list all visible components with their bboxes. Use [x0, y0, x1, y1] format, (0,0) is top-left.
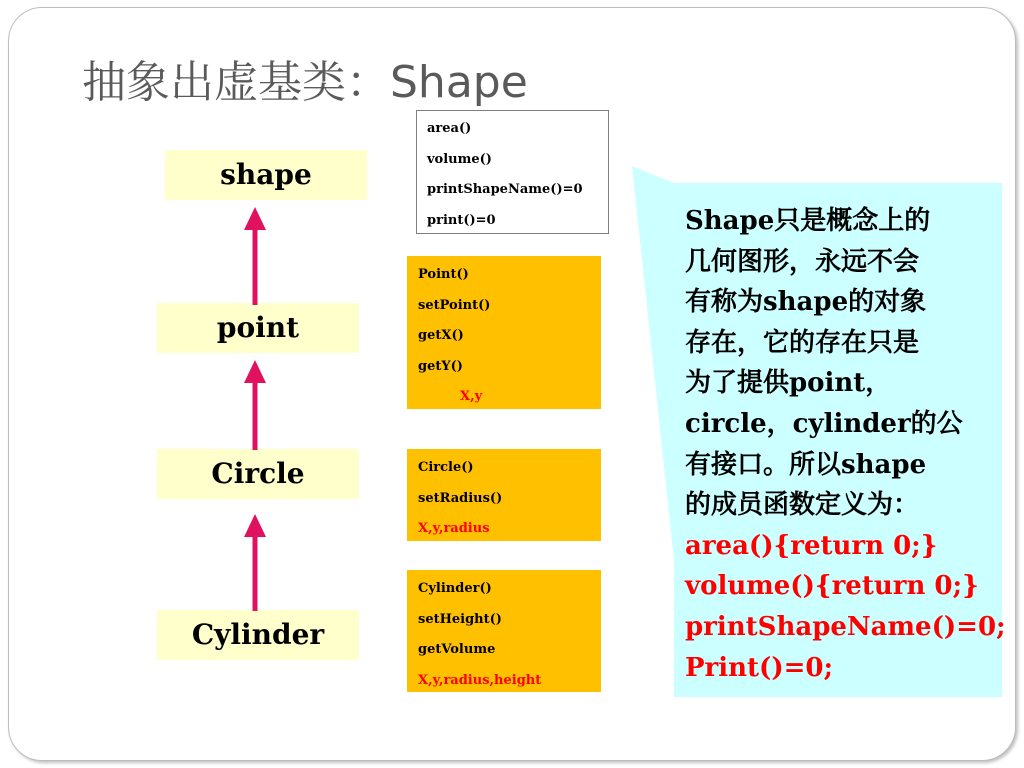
point-methods-box — [407, 256, 601, 409]
code-line: volume(){return 0;} — [685, 571, 979, 602]
class-box-point: point — [157, 303, 359, 353]
shape-methods-box — [416, 110, 609, 234]
method-item: area() — [427, 121, 472, 136]
note-line: 存在，它的存在只是 — [685, 327, 920, 358]
method-item: setRadius() — [418, 490, 503, 506]
code-line: area(){return 0;} — [685, 530, 938, 561]
method-item: print()=0 — [427, 212, 496, 228]
method-item: Cylinder() — [418, 581, 492, 596]
note-line: Shape只是概念上的 — [685, 206, 931, 236]
method-item: Point() — [418, 267, 469, 282]
note-line: 为了提供point， — [685, 368, 892, 399]
cylinder-methods-box — [407, 570, 601, 692]
method-item: Circle() — [418, 460, 474, 475]
method-item: volume() — [427, 151, 492, 167]
method-item: getVolume — [418, 642, 496, 657]
note-line: 的成员函数定义为： — [685, 490, 920, 521]
note-line: circle，cylinder的公 — [685, 408, 963, 439]
code-line: Print()=0; — [685, 652, 834, 683]
inheritance-arrow-circle-to-point — [240, 358, 270, 450]
method-item: getX() — [418, 328, 464, 343]
circle-methods-box — [407, 449, 601, 541]
inheritance-arrow-cylinder-to-circle — [240, 512, 270, 611]
class-box-cylinder: Cylinder — [157, 610, 359, 660]
member-variables: X,y,radius,height — [418, 672, 542, 688]
member-variables: X,y,radius — [418, 521, 490, 536]
note-line: 几何图形，永远不会 — [685, 246, 920, 277]
inheritance-arrow-point-to-shape — [240, 205, 270, 305]
note-line: 有接口。所以shape — [685, 449, 927, 480]
method-item: setHeight() — [418, 611, 502, 627]
slide-title: 抽象出虚基类：Shape — [82, 57, 528, 108]
class-box-circle: Circle — [157, 449, 359, 499]
method-item: setPoint() — [418, 297, 491, 313]
note-line: 有称为shape的对象 — [685, 287, 927, 318]
method-item: printShapeName()=0 — [427, 182, 583, 197]
method-item: getY() — [418, 358, 463, 374]
explanation-callout — [674, 183, 1006, 697]
class-box-shape: shape — [165, 150, 367, 200]
code-line: printShapeName()=0; — [685, 611, 1006, 642]
member-variables: X,y — [460, 389, 483, 404]
